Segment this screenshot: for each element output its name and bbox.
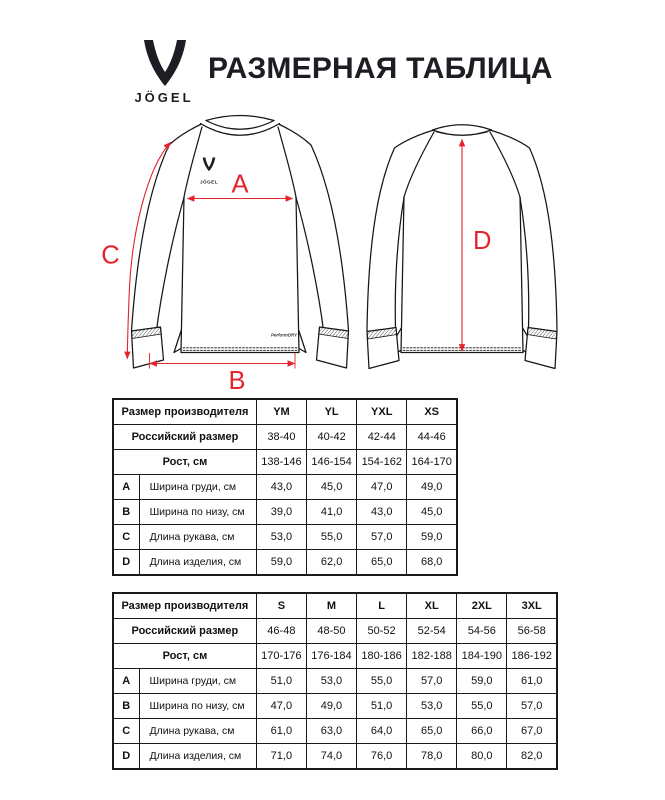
shirt-back-view-drawing [355, 108, 647, 400]
measure-value: 67,0 [507, 719, 557, 744]
shirt-chest-wordmark: JÖGEL [199, 179, 219, 185]
measure-label: Длина изделия, см [139, 550, 256, 576]
height-value: 138-146 [256, 450, 306, 475]
measure-value: 74,0 [306, 744, 356, 770]
russian-size-value: 44-46 [407, 425, 457, 450]
measure-letter: A [113, 475, 139, 500]
measure-value: 53,0 [256, 525, 306, 550]
size-code: M [306, 593, 356, 619]
size-code: L [357, 593, 407, 619]
size-table-youth [112, 398, 458, 576]
fabric-tech-label: PerformDRY [270, 332, 298, 338]
russian-size-value: 50-52 [357, 619, 407, 644]
measure-value: 51,0 [357, 694, 407, 719]
height-value: 182-188 [407, 644, 457, 669]
height-value: 176-184 [306, 644, 356, 669]
measure-value: 57,0 [507, 694, 557, 719]
page-title: РАЗМЕРНАЯ ТАБЛИЦА [208, 52, 553, 85]
measure-value: 45,0 [307, 475, 357, 500]
measure-value: 64,0 [357, 719, 407, 744]
measure-label: Ширина груди, см [139, 669, 256, 694]
height-value: 180-186 [357, 644, 407, 669]
dimension-a-label: A [231, 170, 249, 199]
measure-value: 39,0 [256, 500, 306, 525]
table-row [113, 399, 457, 425]
table-row [113, 500, 457, 525]
russian-size-value: 48-50 [306, 619, 356, 644]
measure-value: 65,0 [407, 719, 457, 744]
measure-value: 71,0 [256, 744, 306, 770]
measure-value: 47,0 [357, 475, 407, 500]
measure-label: Длина рукава, см [139, 525, 256, 550]
table-row [113, 719, 557, 744]
measure-value: 82,0 [507, 744, 557, 770]
dimension-c-line [127, 143, 170, 359]
measure-value: 51,0 [256, 669, 306, 694]
size-code: YM [256, 399, 306, 425]
measure-letter: D [113, 550, 139, 576]
measure-value: 47,0 [256, 694, 306, 719]
height-value: 186-192 [507, 644, 557, 669]
measure-value: 43,0 [357, 500, 407, 525]
russian-size-value: 46-48 [256, 619, 306, 644]
measure-value: 61,0 [507, 669, 557, 694]
table-row [113, 450, 457, 475]
russian-size-value: 54-56 [457, 619, 507, 644]
russian-size-value: 52-54 [407, 619, 457, 644]
measure-value: 53,0 [306, 669, 356, 694]
dimension-d-label: D [473, 227, 492, 255]
measure-letter: A [113, 669, 139, 694]
measure-value: 76,0 [357, 744, 407, 770]
measure-value: 49,0 [306, 694, 356, 719]
height-value: 154-162 [357, 450, 407, 475]
measure-value: 55,0 [307, 525, 357, 550]
maker-size-header: Размер производителя [113, 399, 256, 425]
dimension-b-label: B [228, 367, 246, 395]
table-row [113, 644, 557, 669]
measure-value: 63,0 [306, 719, 356, 744]
size-code: XL [407, 593, 457, 619]
measure-value: 66,0 [457, 719, 507, 744]
size-code: YXL [357, 399, 407, 425]
height-header: Рост, см [113, 644, 256, 669]
measure-value: 80,0 [457, 744, 507, 770]
jogel-logo-wordmark: JÖGEL [134, 90, 194, 105]
size-code: 2XL [457, 593, 507, 619]
shirt-front-view-drawing [95, 108, 367, 400]
russian-size-value: 56-58 [507, 619, 557, 644]
measure-value: 65,0 [357, 550, 407, 576]
russian-size-value: 40-42 [307, 425, 357, 450]
maker-size-header: Размер производителя [113, 593, 256, 619]
measure-letter: B [113, 694, 139, 719]
height-value: 146-154 [307, 450, 357, 475]
table-row [113, 425, 457, 450]
measure-label: Длина изделия, см [139, 744, 256, 770]
measure-letter: B [113, 500, 139, 525]
measure-value: 45,0 [407, 500, 457, 525]
table-row [113, 744, 557, 770]
shirt-chest-logo-icon [200, 158, 218, 185]
height-value: 170-176 [256, 644, 306, 669]
measure-label: Ширина груди, см [139, 475, 256, 500]
table-row [113, 593, 557, 619]
table-row [113, 525, 457, 550]
russian-size-value: 42-44 [357, 425, 407, 450]
measure-value: 55,0 [457, 694, 507, 719]
measure-value: 62,0 [307, 550, 357, 576]
height-value: 184-190 [457, 644, 507, 669]
measure-value: 43,0 [256, 475, 306, 500]
size-code: 3XL [507, 593, 557, 619]
table-row [113, 694, 557, 719]
jogel-logo-icon [140, 40, 190, 88]
measure-label: Ширина по низу, см [139, 694, 256, 719]
dimension-c-label: C [101, 241, 120, 270]
measure-value: 49,0 [407, 475, 457, 500]
table-row [113, 550, 457, 576]
table-row [113, 669, 557, 694]
height-value: 164-170 [407, 450, 457, 475]
measure-value: 55,0 [357, 669, 407, 694]
shirt-front-outline [132, 116, 349, 369]
size-table-adult [112, 592, 558, 770]
russian-size-header: Российский размер [113, 619, 256, 644]
measure-value: 61,0 [256, 719, 306, 744]
table-row [113, 475, 457, 500]
measure-value: 59,0 [457, 669, 507, 694]
size-code: S [256, 593, 306, 619]
measure-value: 59,0 [407, 525, 457, 550]
size-code: YL [307, 399, 357, 425]
measure-value: 78,0 [407, 744, 457, 770]
height-header: Рост, см [113, 450, 256, 475]
measure-value: 57,0 [407, 669, 457, 694]
measure-value: 41,0 [307, 500, 357, 525]
measure-value: 68,0 [407, 550, 457, 576]
measure-label: Ширина по низу, см [139, 500, 256, 525]
size-code: XS [407, 399, 457, 425]
measure-letter: D [113, 744, 139, 770]
table-row [113, 619, 557, 644]
measure-letter: C [113, 525, 139, 550]
russian-size-value: 38-40 [256, 425, 306, 450]
measure-letter: C [113, 719, 139, 744]
measure-value: 53,0 [407, 694, 457, 719]
measure-value: 59,0 [256, 550, 306, 576]
measure-label: Длина рукава, см [139, 719, 256, 744]
measure-value: 57,0 [357, 525, 407, 550]
russian-size-header: Российский размер [113, 425, 256, 450]
